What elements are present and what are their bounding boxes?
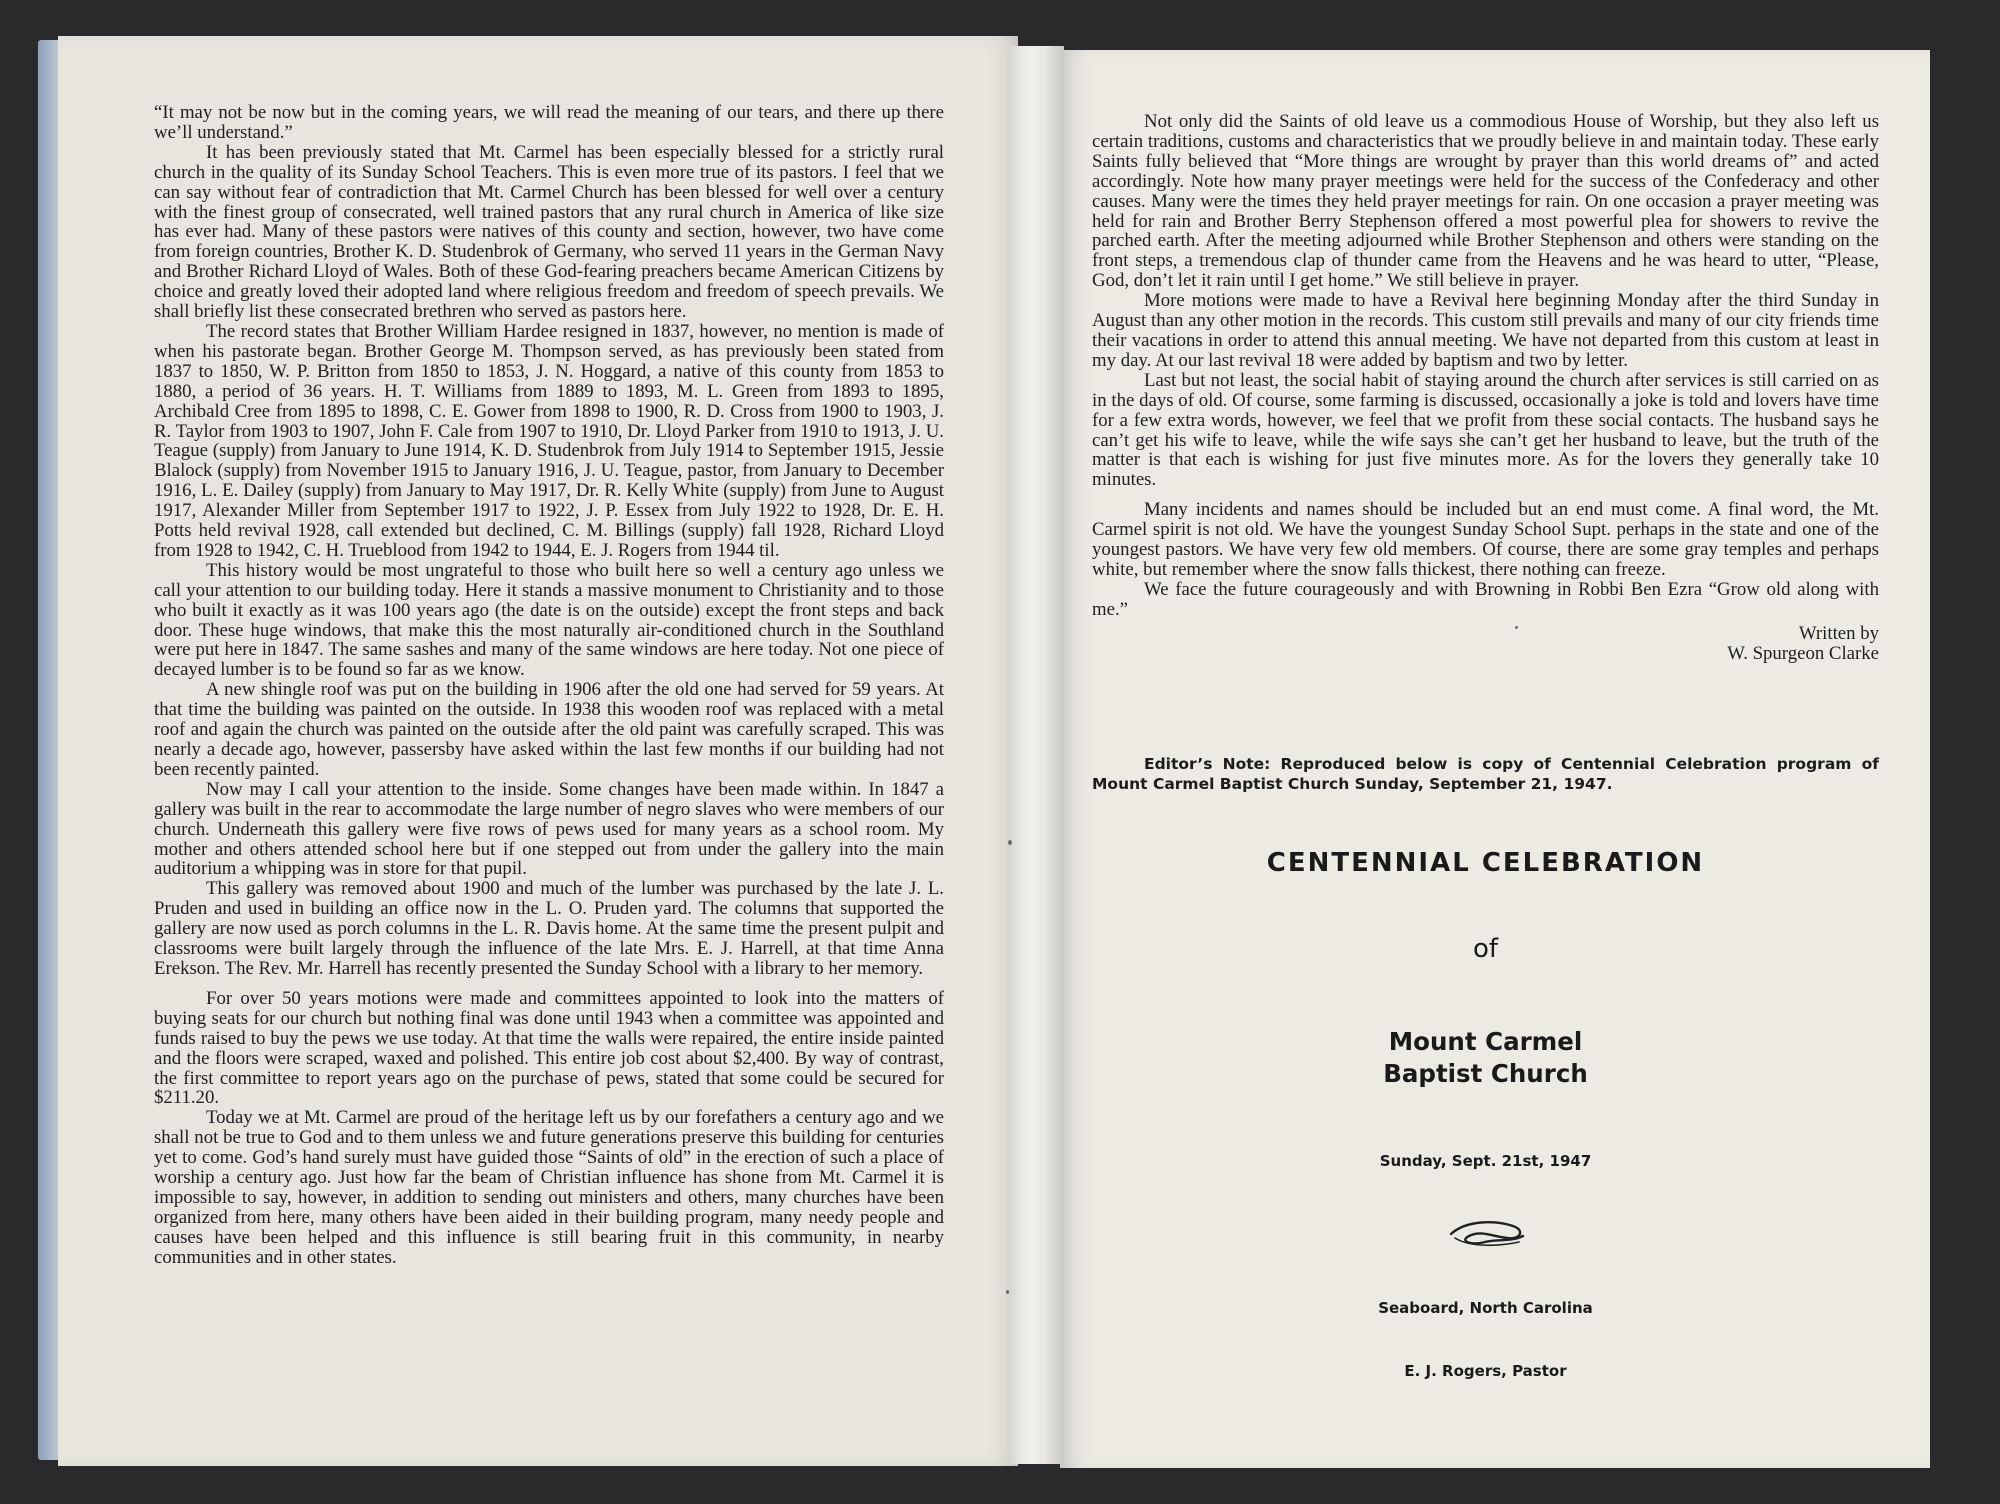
paragraph: Today we at Mt. Carmel are proud of the heritage left us by our forefathers a century ago and we shall not be true to God and to them unless we and future generations preserve this building for centuries yet to come. God’s hand surely must have guided those “Saints of old” in the erection of such a place of worship a century ago. Just how far the beam of Christian influence has shone from Mt. Carmel it is impossible to say, however, in addition to sending out ministers and others, many churches have been organized from here, many others have been aided in their building program, many needy people and causes have been helped and this influence is still bearing fruit in this community, in nearby communities and in other states. [154, 1107, 944, 1268]
paragraph: Many incidents and names should be included but an end must come. A final word, the Mt. Carmel spirit is not old. We have the youngest Sunday School Supt. perhaps in the state and one of the youngest pastors. We have very few old members. Of course, there are some gray temples and perhaps white, but remember where the snow falls thickest, there nothing can freeze. [1092, 499, 1879, 580]
paragraph: Now may I call your attention to the inside. Some changes have been made within. In 1847 a gallery was built in the rear to accommodate the large number of negro slaves who were members of our church. Underneath this gallery were five rows of pews used for many years as a school room. My mother and others attended school here but if one stepped out from under the gallery into the main auditorium a whipping was in store for that pupil. [154, 778, 944, 880]
paragraph: This gallery was removed about 1900 and much of the lumber was purchased by the late J. L. Pruden and used in building an office now in the L. O. Pruden yard. The columns that supported the gallery are now used as porch columns in the L. R. Davis home. At the same time the present pulpit and classrooms were built largely through the influence of the late Mrs. E. J. Harrell, at that time Anna Erekson. The Rev. Mr. Harrell has recently presented the Sunday School with a library to her memory. [154, 878, 944, 979]
program-church-name [1092, 1026, 1879, 1090]
paragraph: Last but not least, the social habit of staying around the church after services is still carried on as in the days of old. Of course, some farming is discussed, occasionally a joke is told and lovers have time for a few extra words, however, we feel that we profit from these social contacts. The husband says he can’t get his wife to leave, while the wife says she can’t get her husband to leave, but the truth of the matter is that each is wishing for just five minutes more. As for the lovers they generally take 10 minutes. [1092, 369, 1879, 491]
paragraph: A new shingle roof was put on the building in 1906 after the old one had served for 59 years. At that time the building was painted on the outside. In 1938 this wooden roof was replaced with a metal roof and again the church was painted on the outside after the old paint was carefully scraped. This was nearly a decade ago, however, passersby have asked within the last few months if our building had not been recently painted. [154, 679, 944, 780]
paragraph: For over 50 years motions were made and committees appointed to look into the matters of buying seats for our church but nothing final was done until 1943 when a committee was appointed and funds raised to buy the pews we use today. At that time the walls were repaired, the entire inside painted and the floors were scraped, waxed and polished. This entire job cost about $2,400. By way of contrast, the first committee to report years ago on the purchase of pews, stated that some could be secured for $211.20. [154, 987, 944, 1109]
scan-fleck [1006, 1290, 1009, 1294]
scan-fleck [1008, 840, 1012, 845]
paragraph: We face the future courageously and with Browning in Robbi Ben Ezra “Grow old along with me.” [1092, 578, 1879, 620]
paragraph: This history would be most ungrateful to those who built here so well a century ago unless we call your attention to our building today. Here it stands a massive monument to Christianity and to those who built it exactly as it was 100 years ago (the date is on the outside) except the front steps and back door. These huge windows, that make this the most naturally air-conditioned church in the Southland were put here in 1847. The same sashes and many of the same windows are here today. Not one piece of decayed lumber is to be found so far as we know. [154, 559, 944, 681]
signature-author: W. Spurgeon Clarke [1727, 642, 1879, 664]
paragraph: The record states that Brother William Hardee resigned in 1837, however, no mention is made of when his pastorate began. Brother George M. Thompson served, as has previously been stated from 1837 to 1850, W. P. Britton from 1850 to 1853, J. N. Hoggard, a native of this county from 1853 to 1880, a period of 36 years. H. T. Williams from 1889 to 1893, M. L. Green from 1893 to 1895, Archibald Cree from 1895 to 1898, C. E. Gower from 1898 to 1900, R. D. Cross from 1900 to 1903, J. R. Taylor from 1903 to 1907, John F. Cale from 1907 to 1910, Dr. Lloyd Parker from 1910 to 1913, J. U. Teague (supply) from January to June 1914, K. D. Studenbrok from July 1914 to September 1915, Jessie Blalock (supply) from November 1915 to January 1916, J. U. Teague, pastor, from January to December 1916, L. E. Dailey (supply) from January to May 1917, Dr. R. Kelly White (supply) from June to August 1917, Alexander Miller from September 1917 to 1922, J. P. Essex from July 1922 to 1928, Dr. E. H. Potts held revival 1928, call extended but declined, C. M. Billings (supply) fall 1928, Richard Lloyd from 1928 to 1942, C. H. Trueblood from 1942 to 1944, E. J. Rogers from 1944 til. [154, 320, 944, 561]
program-date: Sunday, Sept. 21st, 1947 [1379, 1152, 1592, 1170]
editor-note: Editor’s Note: Reproduced below is copy of Centennial Celebration program of Mount Carmel Baptist Church Sunday, September 21, 1947. [1092, 755, 1879, 793]
paragraph: It has been previously stated that Mt. Carmel has been especially blessed for a strictly rural church in the quality of its Sunday School Teachers. This is even more true of its pastors. I feel that we can say without fear of contradiction that Mt. Carmel Church has been blessed for well over a century with the finest group of consecrated, well trained pastors that any rural church in America of like size has ever had. Many of these pastors were natives of this county and section, however, two have come from foreign countries, Brother K. D. Studenbrok of Germany, who served 11 years in the German Navy and Brother Richard Lloyd of Wales. Both of these God-fearing preachers became American Citizens by choice and greatly loved their adopted land where religious freedom and freedom of speech prevails. We shall briefly list these consecrated brethren who served as pastors here. [154, 141, 944, 323]
church-name-line2: Baptist Church [1383, 1059, 1588, 1088]
paragraph: Not only did the Saints of old leave us a commodious House of Worship, but they also left us certain traditions, customs and characteristics that we proudly believe in and maintain today. These early Saints fully believed that “More things are wrought by prayer than this world dreams of” and acted accordingly. Note how many prayer meetings were held for the success of the Confederacy and other causes. Many were the times they held prayer meetings for rain. On one occasion a prayer meeting was held for rain and Brother Berry Stephenson offered a most powerful plea for showers to revive the parched earth. After the meeting adjourned while Brother Stephenson and others were standing on the front steps, a tremendous clap of thunder came from the Heavens and he was heard to utter, “Please, God, don’t let it rain until I get home.” We still believe in prayer. [1092, 111, 1879, 292]
flourish-ornament-icon [1092, 1212, 1879, 1252]
paragraph: More motions were made to have a Revival here beginning Monday after the third Sunday in August than any other motion in the records. This custom still prevails and many of our city friends time their vacations in order to attend this annual meeting. We have not departed from this custom at least in my day. At our last revival 18 were added by baptism and two by letter. [1092, 290, 1879, 371]
paragraph: “It may not be now but in the coming years, we will read the meaning of our tears, and there up there we’ll understand.” [154, 102, 944, 143]
left-page-text [154, 103, 944, 1373]
binding-spine [1010, 46, 1064, 1464]
church-name-line1: Mount Carmel [1388, 1027, 1583, 1056]
program-of: of [1472, 934, 1499, 964]
flourish-svg [1441, 1212, 1531, 1252]
scan-fleck [1515, 626, 1518, 629]
program-location: Seaboard, North Carolina [1378, 1299, 1593, 1317]
program-pastor: E. J. Rogers, Pastor [1404, 1362, 1567, 1380]
program-title: CENTENNIAL CELEBRATION [1266, 848, 1705, 878]
signature-written-by: Written by [1798, 622, 1879, 644]
right-page-text [1092, 112, 1879, 732]
